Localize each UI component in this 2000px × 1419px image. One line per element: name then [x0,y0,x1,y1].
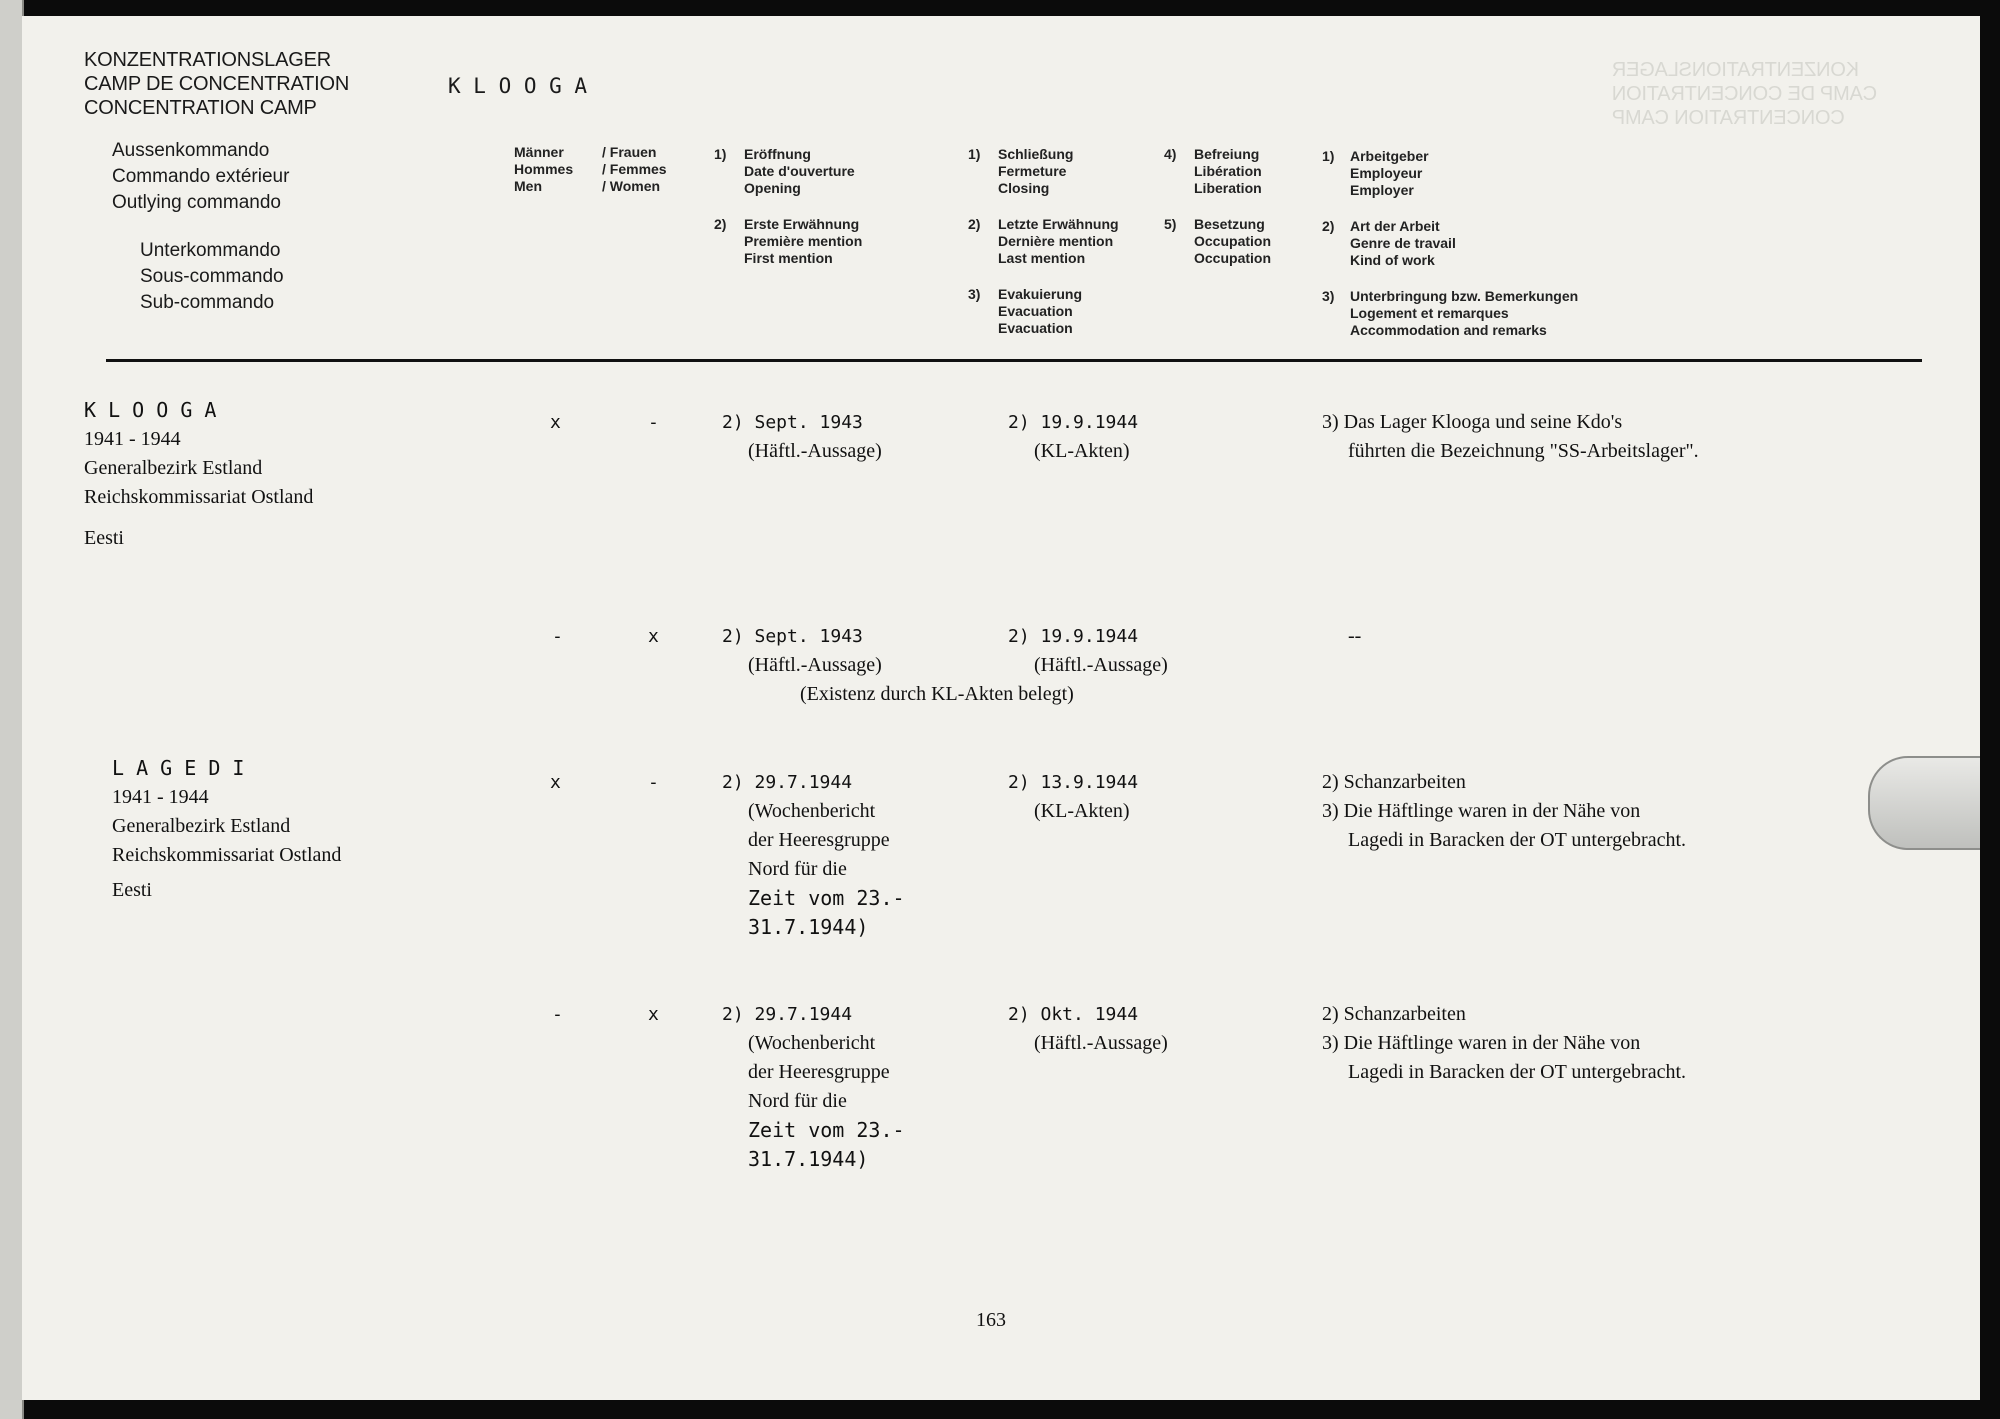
first-mention-line: der Heeresgruppe [748,1061,890,1083]
camp-entry-country: Eesti [84,527,124,549]
document-page [22,16,1980,1400]
last-mention-line: (KL-Akten) [1034,800,1130,822]
camp-entry-years: 1941 - 1944 [112,786,209,808]
header-line: Art der Arbeit [1350,218,1440,234]
header-line: Accommodation and remarks [1350,322,1547,338]
last-mention [1008,622,1168,680]
first-mention-line: 2) 29.7.1944 [722,1004,853,1025]
header-line: Letzte Erwähnung [998,216,1119,232]
header-line: First mention [744,250,833,266]
first-mention-line: Zeit vom 23.- [748,1118,905,1142]
header-line: Genre de travail [1350,235,1456,251]
header-num: 4) [1164,146,1177,162]
first-mention-line: 2) Sept. 1943 [722,412,863,433]
header-women [602,144,667,195]
first-mention-line: 2) Sept. 1943 [722,626,863,647]
first-mention-line: Zeit vom 23.- [748,886,905,910]
last-mention-line: 2) 19.9.1944 [1008,626,1139,647]
last-mention-line: 2) 19.9.1944 [1008,412,1139,433]
header-line: Dernière mention [998,233,1114,249]
header-line: / Frauen [602,144,657,160]
camp-entry-region: Generalbezirk Estland [112,815,291,837]
first-mention-line: 2) 29.7.1944 [722,772,853,793]
men-mark: - [552,626,563,647]
last-mention [1008,1000,1168,1058]
remarks-line: Lagedi in Baracken der OT untergebracht. [1348,1061,1687,1083]
page-number: 163 [976,1309,1006,1331]
header-line: Employeur [1350,165,1423,181]
header-num: 2) [1322,218,1335,234]
header-num: 3) [1322,288,1335,304]
header-line: Kind of work [1350,252,1435,268]
header-line: Arbeitgeber [1350,148,1429,164]
header-line: Unterbringung bzw. Bemerkungen [1350,288,1579,304]
title-line: CAMP DE CONCENTRATION [84,73,350,95]
last-mention-line: (KL-Akten) [1034,440,1130,462]
camp-entry-years: 1941 - 1944 [84,428,181,450]
header-line: Closing [998,180,1050,196]
header-employer [1322,148,1578,339]
header-line: / Femmes [602,161,667,177]
camp-name: K L O O G A [448,74,588,98]
remarks: -- [1348,625,1362,647]
header-line: Eröffnung [744,146,811,162]
header-num: 1) [1322,148,1335,164]
last-mention-line: 2) 13.9.1944 [1008,772,1139,793]
header-line: Occupation [1194,233,1272,249]
header-closing [968,146,1119,337]
first-mention-line: Nord für die [748,1090,847,1112]
header-line: Männer [514,144,564,160]
remarks [1322,768,1686,855]
first-mention-line: (Häftl.-Aussage) [748,654,882,676]
header-line: Evakuierung [998,286,1083,302]
header-line: Erste Erwähnung [744,216,860,232]
remarks-line: 3) Die Häftlinge waren in der Nähe von [1322,800,1641,822]
outlying-line: Aussenkommando [112,140,270,161]
first-mention-line: Nord für die [748,858,847,880]
entry-name-block [84,396,313,553]
remarks-line: führten die Bezeichnung "SS-Arbeitslager". [1348,440,1699,462]
header-num: 1) [714,146,727,162]
header-num: 5) [1164,216,1177,232]
first-mention [722,622,882,680]
camp-entry-country: Eesti [112,879,152,901]
header-line: Opening [744,180,801,196]
outlying-line: Outlying commando [112,192,281,213]
sub-line: Sub-commando [140,292,275,313]
camp-entry-region: Reichskommissariat Ostland [112,844,342,866]
header-num: 2) [968,216,981,232]
header-line: Befreiung [1194,146,1260,162]
men-mark: x [550,412,561,433]
header-line: Hommes [514,161,574,177]
outlying-line: Commando extérieur [112,166,290,187]
first-mention [722,408,882,466]
header-line: Schließung [998,146,1074,162]
camp-entry-region: Generalbezirk Estland [84,457,263,479]
sub-line: Unterkommando [140,240,281,261]
book-binding [0,0,24,1419]
show-through-text: KONZENTRATIONSLAGER CAMP DE CONCENTRATION CONCENTRATION CAMP [1612,59,1878,129]
entry-name-block [112,754,341,905]
first-mention-line: 31.7.1944) [748,915,869,939]
header-num: 2) [714,216,727,232]
women-mark: x [648,1004,659,1025]
header-num: 3) [968,286,981,302]
remarks [1322,1000,1686,1087]
existence-note: (Existenz durch KL-Akten belegt) [800,683,1074,705]
header-line: Date d'ouverture [744,163,855,179]
header-line: Evacuation [998,320,1073,336]
remarks-line: 2) Schanzarbeiten [1322,1003,1466,1025]
page-clip [1868,756,1980,850]
header-line: Liberation [1194,180,1262,196]
first-mention-line: (Wochenbericht [748,1032,876,1054]
men-mark: - [552,1004,563,1025]
women-mark: x [648,626,659,647]
remarks-line: 3) Das Lager Klooga und seine Kdo's [1322,411,1623,433]
remarks-line: Lagedi in Baracken der OT untergebracht. [1348,829,1687,851]
sub-line: Sous-commando [140,266,284,287]
header-line: / Women [602,178,661,194]
men-mark: x [550,772,561,793]
header-line: Employer [1350,182,1414,198]
header-line: Men [514,178,542,194]
header-liberation [1164,146,1271,267]
women-mark: - [648,412,659,433]
women-mark: - [648,772,659,793]
first-mention-line: (Wochenbericht [748,800,876,822]
camp-entry-region: Reichskommissariat Ostland [84,486,314,508]
last-mention-line: (Häftl.-Aussage) [1034,654,1168,676]
first-mention [722,1000,905,1174]
remarks [1322,408,1699,466]
remarks-line: 3) Die Häftlinge waren in der Nähe von [1322,1032,1641,1054]
header-line: Libération [1194,163,1262,179]
sub-commando-label [140,238,284,316]
title-line: KONZENTRATIONSLAGER [84,49,331,71]
header-line: Logement et remarques [1350,305,1509,321]
header-line: Last mention [998,250,1086,266]
header-line: Occupation [1194,250,1272,266]
header-line: Première mention [744,233,863,249]
header-divider [106,359,1922,362]
header-line: Besetzung [1194,216,1265,232]
last-mention [1008,408,1138,466]
header-opening [714,146,862,267]
first-mention-line: der Heeresgruppe [748,829,890,851]
header-line: Evacuation [998,303,1073,319]
outlying-commando-label [112,138,289,216]
first-mention-line: 31.7.1944) [748,1147,869,1171]
camp-type-title [84,48,349,120]
first-mention [722,768,905,942]
last-mention [1008,768,1138,826]
header-num: 1) [968,146,981,162]
last-mention-line: 2) Okt. 1944 [1008,1004,1139,1025]
header-line: Fermeture [998,163,1067,179]
camp-entry-name: L A G E D I [112,756,245,780]
remarks-line: 2) Schanzarbeiten [1322,771,1466,793]
title-line: CONCENTRATION CAMP [84,97,317,119]
header-men [514,144,573,195]
camp-entry-name: K L O O G A [84,398,217,422]
last-mention-line: (Häftl.-Aussage) [1034,1032,1168,1054]
first-mention-line: (Häftl.-Aussage) [748,440,882,462]
